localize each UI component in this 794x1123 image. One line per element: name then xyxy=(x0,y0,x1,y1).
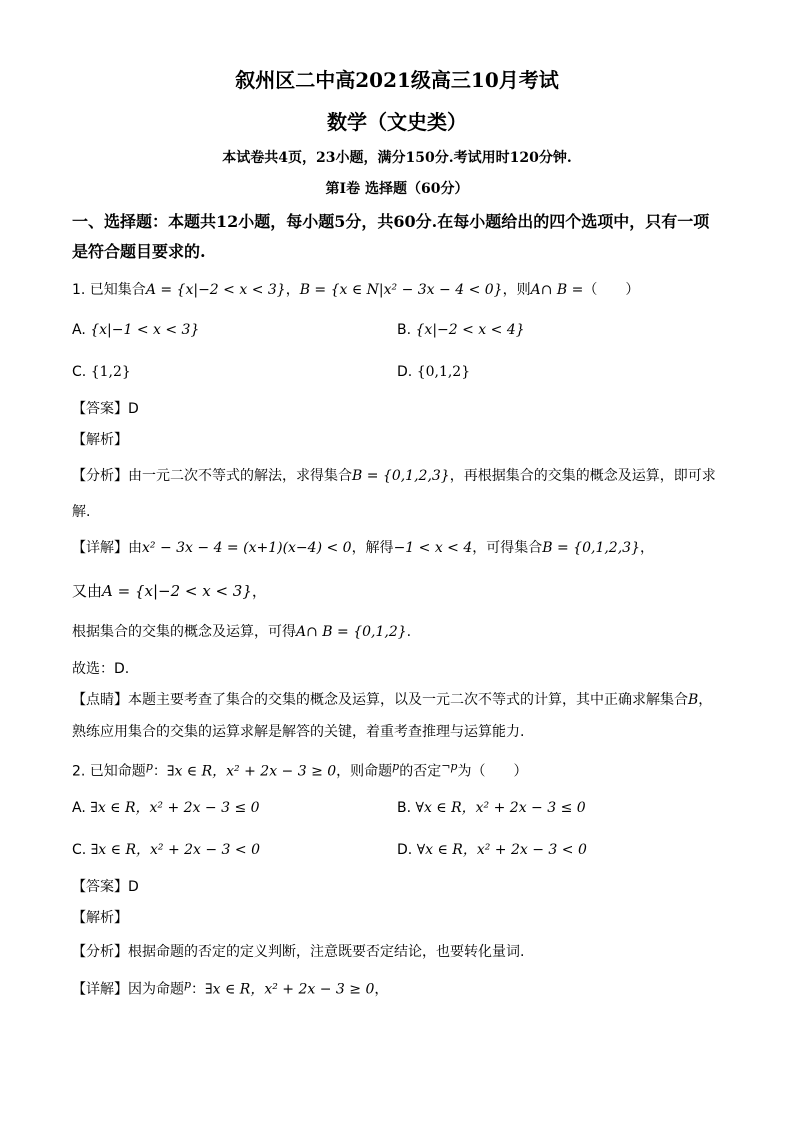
q1-dianjing-text-c: ， xyxy=(698,692,713,708)
q2-var-p: p xyxy=(145,760,153,773)
q2-option-a xyxy=(72,800,260,817)
q1-comma: ， xyxy=(285,282,300,298)
exam-subject: 数学（文史类） xyxy=(327,110,467,134)
q1-stem-suffix: ，则 xyxy=(502,282,531,298)
q1-xiangjie-text-e: ，可得集合 xyxy=(472,540,543,556)
q1-xiangjie-set-b: B = {0,1,2,3} xyxy=(542,540,640,556)
q1-stem xyxy=(72,282,639,299)
q2-option-c-text: ∃x ∈ R，x² + 2x − 3 < 0 xyxy=(90,842,260,858)
q1-option-d xyxy=(397,364,470,381)
q1-youyou-set-a: A = {x|−2 < x < 3} xyxy=(102,582,252,600)
q1-ask: A∩ B = xyxy=(530,282,584,298)
q2-option-b-text: ∀x ∈ R，x² + 2x − 3 ≤ 0 xyxy=(415,800,586,816)
q1-xiangjie-text-g: ， xyxy=(639,540,654,556)
q2-xiangjie-comma: ， xyxy=(374,981,389,998)
q2-stem-text-c: ，则命题 xyxy=(336,763,393,780)
q2-stem-text-d: 的否定 xyxy=(399,763,442,780)
q1-answer: 【答案】D xyxy=(72,401,139,417)
q2-option-d xyxy=(397,842,587,859)
q1-set-a: A = {x|−2 < x < 3} xyxy=(145,282,286,298)
q2-stem-text-a: 2. 已知命题 xyxy=(72,763,146,780)
exam-title: 叙州区二中高2021级高三10月考试 xyxy=(235,68,559,92)
q1-youyou-text-c: ， xyxy=(251,582,267,600)
q1-dianjing-line1 xyxy=(72,692,712,709)
q2-option-c-label: C. xyxy=(72,842,87,858)
q1-fenxi-set-b: B = {0,1,2,3} xyxy=(352,468,450,484)
part-heading: 第I卷 选择题（60分） xyxy=(325,181,469,197)
q1-option-b-label: B. xyxy=(397,322,412,338)
q2-xiangjie-proposition: ∃x ∈ R，x² + 2x − 3 ≥ 0 xyxy=(205,981,375,998)
q1-option-a xyxy=(72,322,199,339)
q2-option-c xyxy=(72,842,260,859)
q1-set-b: B = {x ∈ N|x² − 3x − 4 < 0} xyxy=(299,282,503,298)
q1-xiangjie-text-a: 【详解】由 xyxy=(72,540,142,556)
q2-answer: 【答案】D xyxy=(72,879,139,895)
exam-info: 本试卷共4页，23小题，满分150分.考试用时120分钟. xyxy=(222,150,572,166)
q1-xiangjie-inequality: x² − 3x − 4 = (x+1)(x−4) < 0 xyxy=(142,540,352,556)
q2-stem xyxy=(72,760,527,780)
q2-stem-colon: ： xyxy=(152,763,167,780)
q1-option-a-text: {x|−1 < x < 3} xyxy=(90,322,200,338)
q1-dianjing-line2: 熟练应用集合的交集的运算求解是解答的关键，着重考查推理与运算能力. xyxy=(72,724,525,740)
q2-analysis-heading: 【解析】 xyxy=(72,910,128,926)
q1-xiangjie-text-c: ，解得 xyxy=(351,540,394,556)
q2-option-b xyxy=(397,800,586,817)
q2-xiangjie-var-p: p xyxy=(184,978,192,991)
q1-genju-line xyxy=(72,624,411,641)
q2-negation: ¬p xyxy=(441,760,458,773)
q1-paren: （ ） xyxy=(583,282,640,298)
q2-option-d-text: ∀x ∈ R，x² + 2x − 3 < 0 xyxy=(416,842,587,858)
q2-xiangjie-text-a: 【详解】因为命题 xyxy=(72,981,184,998)
q2-var-p-2: p xyxy=(392,760,400,773)
q1-xiangjie-line xyxy=(72,540,654,557)
q1-xiangjie-range: −1 < x < 4 xyxy=(393,540,473,556)
q1-dianjing-set: B xyxy=(688,692,699,708)
q2-option-b-label: B. xyxy=(397,800,412,816)
q1-fenxi-text-c: ，再根据集合的交集的概念及运算，即可求 xyxy=(449,468,716,484)
q1-analysis-heading: 【解析】 xyxy=(72,432,128,448)
q1-stem-prefix: 1. 已知集合 xyxy=(72,282,146,298)
q1-option-d-label: D. xyxy=(397,364,413,380)
q1-option-b-text: {x|−2 < x < 4} xyxy=(415,322,525,338)
q1-genju-text-a: 根据集合的交集的概念及运算，可得 xyxy=(72,624,296,640)
q2-stem-text-e: 为（ ） xyxy=(457,763,528,780)
q2-option-d-label: D. xyxy=(397,842,413,858)
q1-youyou-line xyxy=(72,582,267,600)
q2-xiangjie-line xyxy=(72,978,388,998)
q1-genju-result: A∩ B = {0,1,2} xyxy=(296,624,407,640)
q1-fenxi-line2: 解. xyxy=(72,504,91,520)
q1-choose: 故选：D. xyxy=(72,661,130,677)
q1-option-d-text: {0,1,2} xyxy=(416,364,471,380)
q1-option-b xyxy=(397,322,525,339)
q1-option-c-label: C. xyxy=(72,364,87,380)
q1-option-a-label: A. xyxy=(72,322,86,338)
q1-fenxi-text-a: 【分析】由一元二次不等式的解法，求得集合 xyxy=(72,468,352,484)
q2-option-a-text: ∃x ∈ R，x² + 2x − 3 ≤ 0 xyxy=(90,800,260,816)
section-heading-line2: 是符合题目要求的. xyxy=(72,242,206,261)
q1-fenxi-line1 xyxy=(72,468,716,485)
q2-xiangjie-colon: ： xyxy=(191,981,206,998)
q1-option-c xyxy=(72,364,131,381)
q1-dianjing-text-a: 【点睛】本题主要考查了集合的交集的概念及运算，以及一元二次不等式的计算，其中正确求解集合 xyxy=(72,692,688,708)
q1-genju-text-c: . xyxy=(406,624,412,640)
section-heading-line1: 一、选择题：本题共12小题，每小题5分，共60分.在每小题给出的四个选项中，只有一项 xyxy=(72,212,710,231)
q2-proposition: ∃x ∈ R，x² + 2x − 3 ≥ 0 xyxy=(166,763,337,780)
q1-option-c-text: {1,2} xyxy=(90,364,131,380)
q2-fenxi: 【分析】根据命题的否定的定义判断，注意既要否定结论，也要转化量词. xyxy=(72,944,525,960)
q2-option-a-label: A. xyxy=(72,800,86,816)
q1-youyou-text-a: 又由 xyxy=(72,582,103,600)
